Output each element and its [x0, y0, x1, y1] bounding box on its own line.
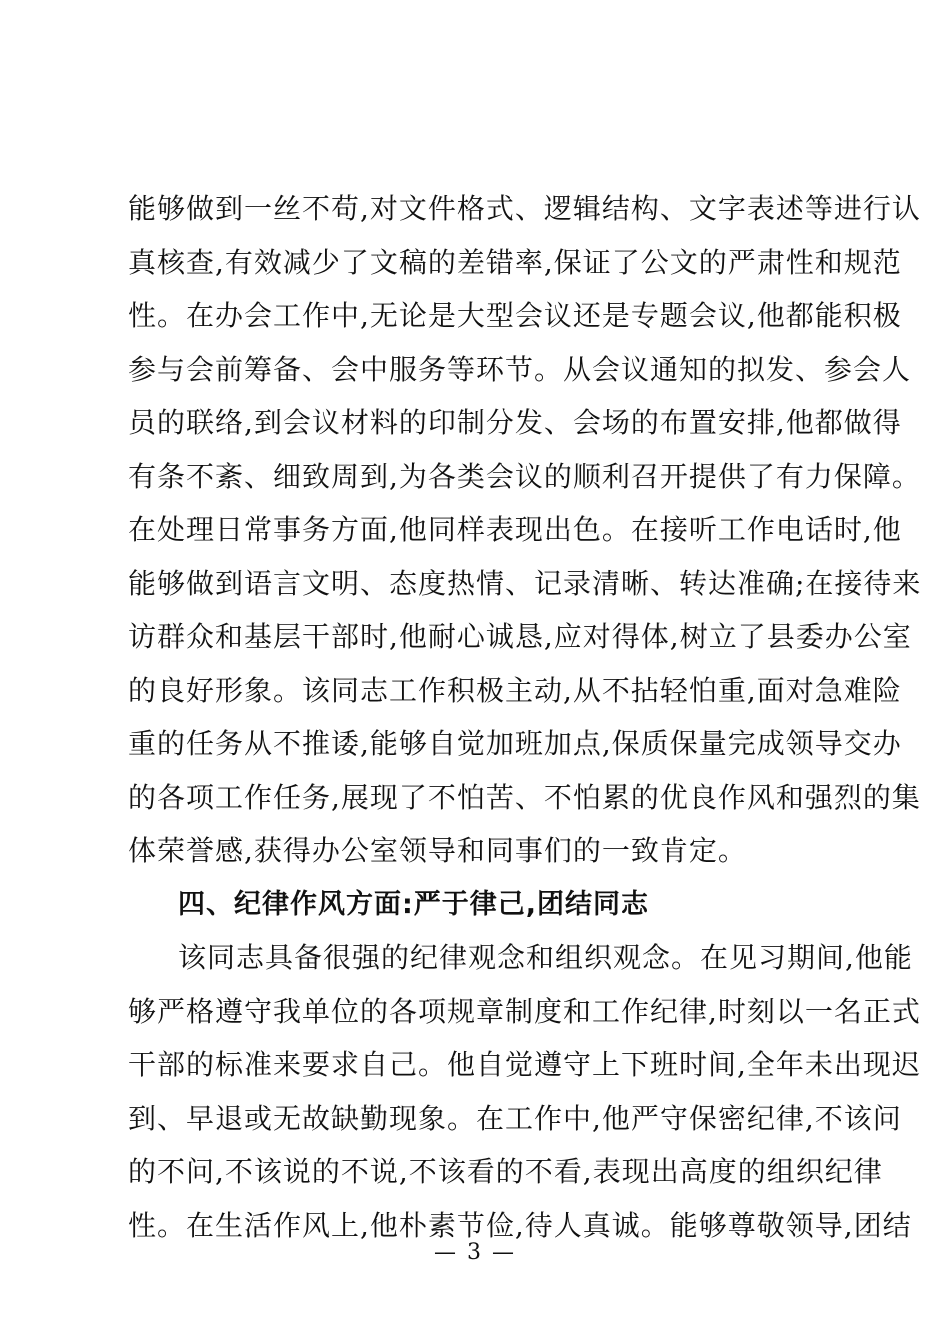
text-line: 的不问,不该说的不说,不该看的不看,表现出高度的组织纪律	[128, 1155, 883, 1188]
text-line: 的各项工作任务,展现了不怕苦、不怕累的优良作风和强烈的集	[128, 780, 921, 814]
text-line: 在处理日常事务方面,他同样表现出色。在接听工作电话时,他	[128, 513, 902, 546]
text-line: 干部的标准来要求自己。他自觉遵守上下班时间,全年未出现迟	[128, 1048, 921, 1081]
text-line: 参与会前筹备、会中服务等环节。从会议通知的拟发、参会人	[128, 352, 912, 386]
section-heading: 四、纪律作风方面:严于律己,团结同志	[178, 888, 650, 920]
text-line: 体荣誉感,获得办公室领导和同事们的一致肯定。	[128, 834, 747, 867]
text-line: 性。在办会工作中,无论是大型会议还是专题会议,他都能积极	[128, 299, 902, 332]
text-line: 真核查,有效减少了文稿的差错率,保证了公文的严肃性和规范	[128, 245, 902, 279]
text-line: 员的联络,到会议材料的印制分发、会场的布置安排,他都做得	[128, 406, 902, 439]
text-line: 重的任务从不推诿,能够自觉加班加点,保质保量完成领导交办	[128, 727, 902, 760]
text-line: 能够做到一丝不苟,对文件格式、逻辑结构、文字表述等进行认	[128, 192, 921, 225]
text-line: 够严格遵守我单位的各项规章制度和工作纪律,时刻以一名正式	[128, 994, 921, 1028]
text-line: 能够做到语言文明、态度热情、记录清晰、转达准确;在接待来	[128, 566, 922, 600]
text-line: 有条不紊、细致周到,为各类会议的顺利召开提供了有力保障。	[128, 459, 921, 493]
text-line: 的良好形象。该同志工作积极主动,从不拈轻怕重,面对急难险	[128, 673, 902, 707]
text-line: 访群众和基层干部时,他耐心诚恳,应对得体,树立了县委办公室	[128, 620, 912, 653]
text-line: 到、早退或无故缺勤现象。在工作中,他严守保密纪律,不该问	[128, 1101, 902, 1135]
page-number: — 3 —	[434, 1240, 516, 1265]
body-text	[128, 182, 922, 1252]
text-line: 性。在生活作风上,他朴素节俭,待人真诚。能够尊敬领导,团结	[128, 1208, 912, 1242]
text-line: 该同志具备很强的纪律观念和组织观念。在见习期间,他能	[178, 941, 913, 974]
